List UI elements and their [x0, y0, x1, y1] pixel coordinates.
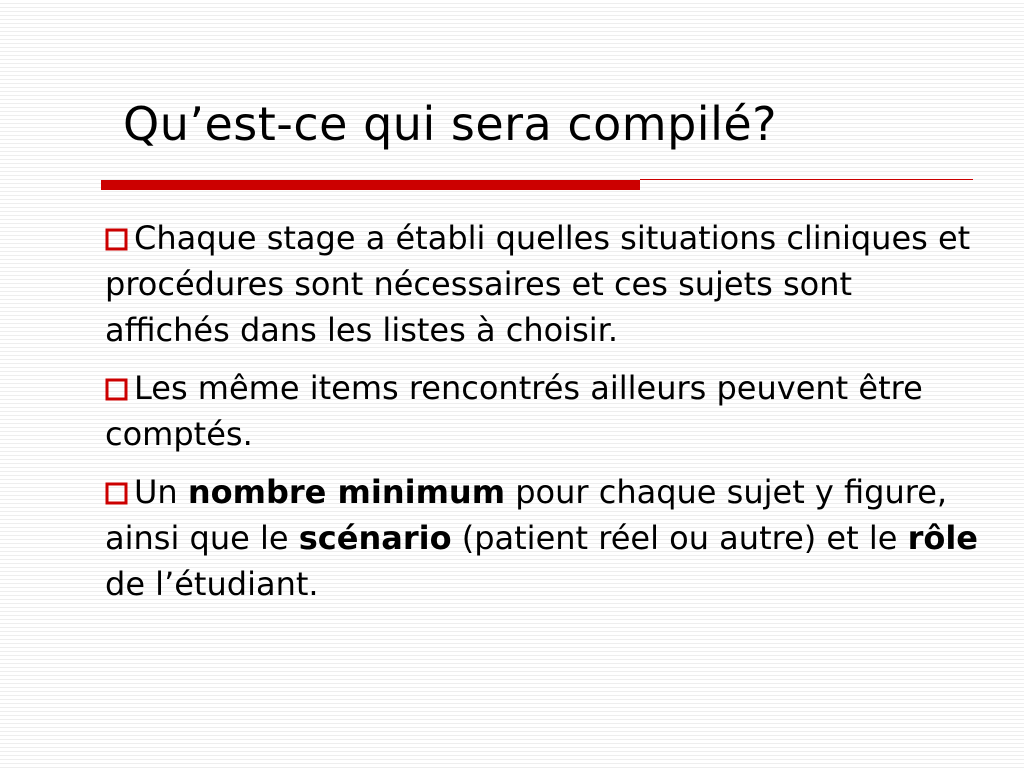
hollow-square-bullet-icon: [105, 482, 128, 505]
bullet-item-3: [105, 469, 985, 607]
bullet-text-3-part-1: Un: [134, 473, 188, 511]
bullet-item-2: [105, 365, 985, 457]
bullet-text-3-part-4: de l’étudiant.: [105, 565, 319, 603]
bullet-text-3-bold-role: rôle: [907, 519, 978, 557]
hollow-square-bullet-icon: [105, 228, 128, 251]
bullet-text-3-bold-nombre-minimum: nombre minimum: [187, 473, 506, 511]
slide-title: Qu’est-ce qui sera compilé?: [123, 97, 778, 151]
bullet-list: [105, 215, 985, 619]
bullet-text-1: Chaque stage a établi quelles situations cliniques et procédures sont nécessaires et ces sujets sont affichés dans les listes à choisir.: [105, 219, 971, 349]
hollow-square-bullet-icon: [105, 378, 128, 401]
bullet-text-3-bold-scenario: scénario: [298, 519, 452, 557]
bullet-text-3-part-2: pour chaque sujet y figure, ainsi que le: [105, 473, 948, 557]
title-underline-thin: [640, 179, 973, 180]
title-underline-thick: [101, 180, 640, 190]
bullet-text-2: Les même items rencontrés ailleurs peuvent être comptés.: [105, 369, 923, 453]
bullet-item-1: [105, 215, 985, 353]
bullet-text-3-part-3: (patient réel ou autre) et le: [451, 519, 908, 557]
